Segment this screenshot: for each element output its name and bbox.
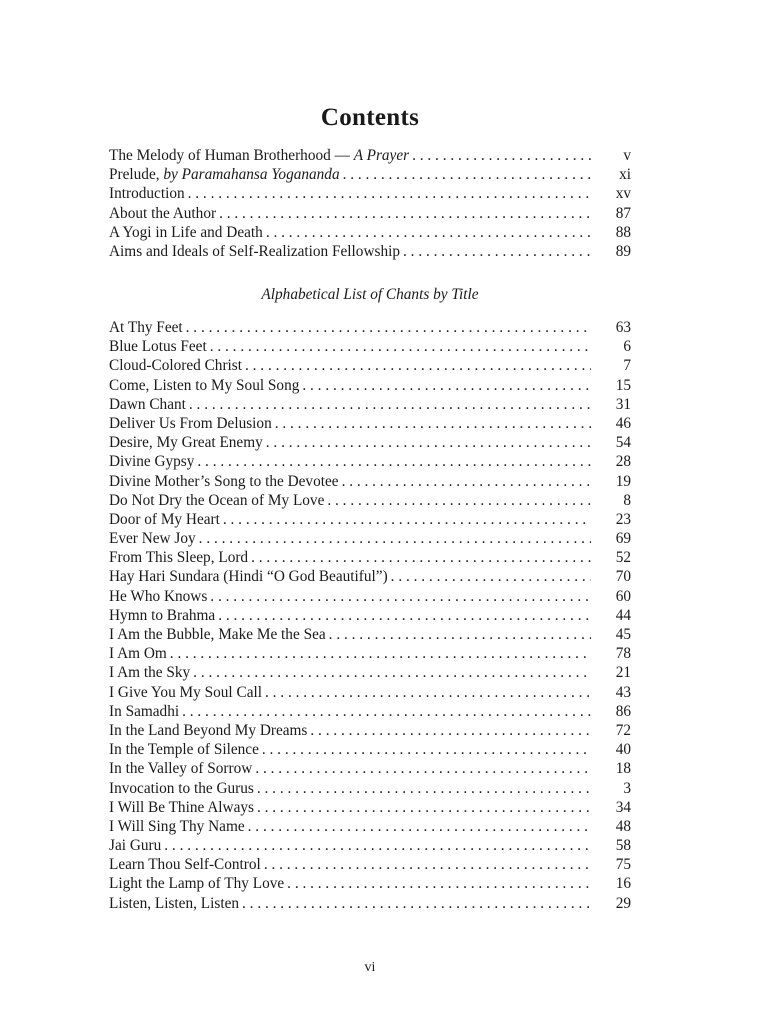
dot-leader	[275, 414, 591, 433]
toc-entry-title: Blue Lotus Feet	[109, 338, 207, 356]
toc-entry-page: 48	[615, 817, 631, 835]
toc-entry	[109, 567, 631, 586]
toc-entry	[109, 242, 631, 261]
toc-entry-title: The Melody of Human Brotherhood — A Prayer	[109, 147, 410, 164]
toc-entry-page: 70	[615, 568, 631, 586]
toc-entry-title: Learn Thou Self-Control	[109, 856, 261, 874]
toc-entry-title: In the Temple of Silence	[109, 741, 259, 759]
dot-leader	[248, 817, 591, 836]
page-title: Contents	[320, 104, 420, 131]
toc-entry	[109, 223, 631, 242]
toc-entry-page: 8	[623, 491, 631, 509]
toc-entry-page: 31	[615, 395, 631, 413]
toc-entry-title: I Am the Bubble, Make Me the Sea	[109, 626, 326, 643]
toc-entry	[109, 683, 631, 702]
dot-leader	[251, 548, 591, 567]
toc-entry-page: 72	[615, 721, 631, 739]
toc-entry	[109, 663, 631, 682]
dot-leader	[223, 510, 591, 529]
dot-leader	[255, 759, 591, 778]
toc-entry-title: Hymn to Brahma	[109, 606, 216, 624]
toc-entry-title: In Samadhi	[109, 702, 180, 720]
toc-entry-title: Come, Listen to My Soul Song	[109, 376, 300, 394]
dot-leader	[189, 395, 591, 414]
chants-heading: Alphabetical List of Chants by Title	[261, 286, 479, 303]
toc-entry	[109, 376, 631, 395]
toc-entry	[109, 587, 631, 606]
toc-entry-title: I Will Be Thine Always	[109, 798, 254, 816]
toc-entry	[109, 721, 631, 740]
toc-entry-page: 86	[615, 702, 631, 720]
toc-entry-page: 34	[615, 798, 631, 816]
dot-leader	[412, 146, 591, 165]
dot-leader	[310, 721, 591, 740]
toc-entry	[109, 204, 631, 223]
toc-entry	[109, 759, 631, 778]
toc-entry-page: 23	[615, 510, 631, 528]
toc-entry-title: Light the Lamp of Thy Love	[109, 875, 285, 893]
dot-leader	[193, 663, 591, 682]
toc-entry	[109, 606, 631, 625]
toc-entry-page: 28	[615, 453, 631, 471]
dot-leader	[170, 644, 591, 663]
toc-entry-page: 54	[615, 434, 631, 452]
dot-leader	[197, 452, 591, 471]
toc-entry-title: A Yogi in Life and Death	[109, 223, 263, 241]
toc-entry-page: 78	[615, 645, 631, 663]
toc-entry	[109, 184, 631, 203]
toc-entry	[109, 817, 631, 836]
toc-entry-page: 16	[615, 875, 631, 893]
toc-entry-page: 69	[615, 530, 631, 548]
toc-entry-title: Listen, Listen, Listen	[109, 894, 240, 912]
toc-entry	[109, 779, 631, 798]
front-matter-list	[109, 146, 631, 261]
toc-entry-title: Introduction	[109, 185, 185, 203]
toc-entry	[109, 702, 631, 721]
toc-entry-page: 15	[615, 376, 631, 394]
toc-entry-title: I Give You My Soul Call	[109, 683, 262, 701]
toc-entry-page: 29	[615, 894, 631, 912]
toc-entry	[109, 452, 631, 471]
dot-leader	[164, 836, 591, 855]
toc-entry-title: Do Not Dry the Ocean of My Love	[109, 491, 325, 509]
toc-entry-page: v	[623, 147, 631, 164]
toc-entry	[109, 529, 631, 548]
toc-entry-page: 46	[615, 414, 631, 432]
toc-entry-page: 75	[615, 856, 631, 874]
toc-entry	[109, 337, 631, 356]
dot-leader	[186, 318, 591, 337]
toc-entry-page: 58	[615, 837, 631, 855]
toc-entry-page: 40	[615, 741, 631, 759]
toc-entry-title: Door of My Heart	[109, 510, 220, 528]
dot-leader	[343, 165, 591, 184]
dot-leader	[257, 798, 591, 817]
toc-entry	[109, 165, 631, 184]
toc-entry	[109, 318, 631, 337]
dot-leader	[287, 874, 591, 893]
toc-entry-title: I Am Om	[109, 645, 167, 663]
toc-entry-page: 6	[623, 338, 631, 356]
toc-entry-title: I Will Sing Thy Name	[109, 817, 245, 835]
toc-entry-title: Jai Guru	[109, 837, 162, 855]
toc-entry-page: 88	[615, 223, 631, 241]
toc-entry-page: 3	[623, 779, 631, 797]
dot-leader	[403, 242, 591, 261]
dot-leader	[266, 433, 591, 452]
dot-leader	[327, 491, 591, 510]
toc-entry	[109, 836, 631, 855]
toc-entry-title: At Thy Feet	[109, 319, 183, 336]
dot-leader	[245, 356, 591, 375]
toc-entry-page: 87	[615, 204, 631, 222]
dot-leader	[199, 529, 591, 548]
toc-entry-title: Deliver Us From Delusion	[109, 414, 272, 432]
toc-entry	[109, 548, 631, 567]
toc-entry-page: 18	[615, 760, 631, 778]
dot-leader	[219, 204, 591, 223]
toc-entry	[109, 395, 631, 414]
dot-leader	[262, 740, 591, 759]
toc-entry	[109, 798, 631, 817]
toc-entry	[109, 433, 631, 452]
dot-leader	[242, 894, 591, 913]
toc-entry-title: He Who Knows	[109, 587, 208, 605]
dot-leader	[218, 606, 591, 625]
toc-entry-page: 44	[615, 606, 631, 624]
chants-list	[109, 318, 631, 913]
toc-entry	[109, 874, 631, 893]
toc-entry-page: 43	[615, 683, 631, 701]
dot-leader	[210, 587, 591, 606]
toc-entry-title: In the Valley of Sorrow	[109, 760, 253, 778]
toc-entry	[109, 356, 631, 375]
toc-entry	[109, 414, 631, 433]
toc-entry-title: From This Sleep, Lord	[109, 549, 249, 567]
dot-leader	[302, 376, 591, 395]
toc-entry-title: Desire, My Great Enemy	[109, 434, 263, 452]
toc-entry-page: 7	[623, 357, 631, 375]
dot-leader	[265, 683, 591, 702]
toc-entry	[109, 625, 631, 644]
dot-leader	[210, 337, 591, 356]
dot-leader	[188, 184, 591, 203]
toc-entry	[109, 894, 631, 913]
toc-entry-page: 63	[615, 319, 631, 336]
toc-entry-page: 45	[615, 626, 631, 643]
toc-entry-title: Cloud-Colored Christ	[109, 357, 242, 375]
toc-entry-title: Divine Mother’s Song to the Devotee	[109, 472, 339, 490]
toc-entry	[109, 740, 631, 759]
toc-entry-page: 52	[615, 549, 631, 567]
dot-leader	[264, 855, 591, 874]
toc-entry-page: xi	[619, 166, 631, 184]
toc-entry-title: Hay Hari Sundara (Hindi “O God Beautiful”)	[109, 568, 388, 586]
toc-entry-page: 21	[615, 664, 631, 682]
toc-entry	[109, 491, 631, 510]
toc-entry	[109, 855, 631, 874]
toc-entry-page: 19	[615, 472, 631, 490]
toc-entry	[109, 510, 631, 529]
toc-entry	[109, 472, 631, 491]
toc-entry-title: I Am the Sky	[109, 664, 191, 682]
dot-leader	[266, 223, 591, 242]
toc-entry-title: In the Land Beyond My Dreams	[109, 721, 308, 739]
toc-entry-title: Dawn Chant	[109, 395, 186, 413]
dot-leader	[342, 472, 591, 491]
toc-entry-page: xv	[615, 185, 631, 203]
page-number: vi	[364, 960, 376, 975]
toc-entry	[109, 644, 631, 663]
dot-leader	[182, 702, 591, 721]
dot-leader	[257, 779, 591, 798]
toc-entry-page: 60	[615, 587, 631, 605]
dot-leader	[391, 567, 591, 586]
dot-leader	[329, 625, 591, 644]
toc-entry-title: Aims and Ideals of Self-Realization Fellowship	[109, 242, 401, 260]
toc-entry	[109, 146, 631, 165]
toc-entry-title: Invocation to the Gurus	[109, 779, 254, 797]
toc-entry-title: Divine Gypsy	[109, 453, 195, 471]
toc-entry-page: 89	[615, 242, 631, 260]
toc-entry-title: Ever New Joy	[109, 530, 196, 548]
toc-entry-title: About the Author	[109, 204, 217, 222]
toc-entry-title: Prelude, by Paramahansa Yogananda	[109, 166, 340, 184]
